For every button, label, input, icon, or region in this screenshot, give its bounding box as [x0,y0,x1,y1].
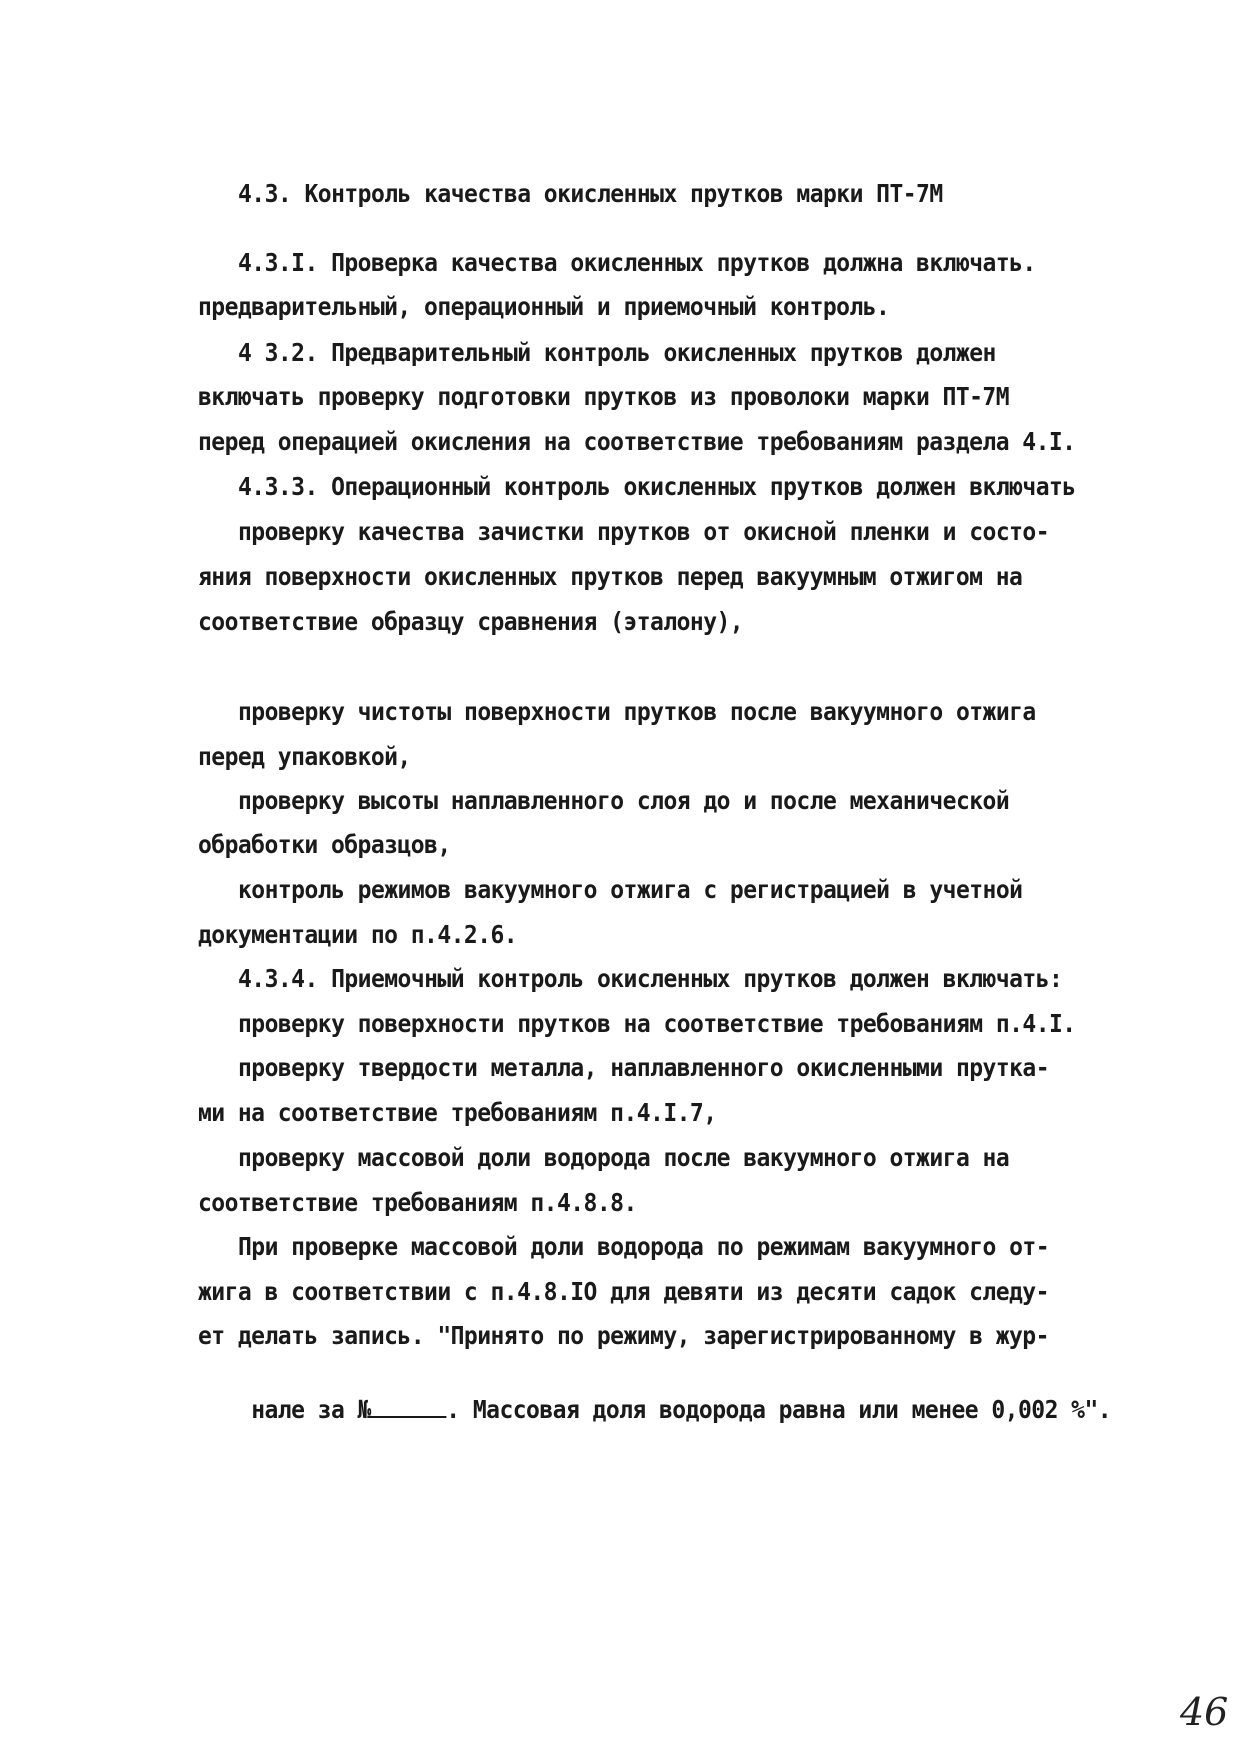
section-heading: 4.3. Контроль качества окисленных прутков марки ПТ-7М [238,179,943,208]
paragraph-4-3-2-line-2: включать проверку подготовки прутков из проволоки марки ПТ-7М [198,382,1010,411]
paragraph-4-3-3b-line-1: проверку чистоты поверхности прутков после вакуумного отжига [238,697,1036,726]
paragraph-4-3-4-line-6: соответствие требованиям п.4.8.8. [198,1188,637,1217]
paragraph-final-line-3: ет делать запись. "Принято по режиму, зарегистрированному в жур- [198,1321,1049,1350]
paragraph-4-3-2-line-1: 4 3.2. Предварительный контроль окисленных прутков должен [238,338,996,367]
hydrogen-statement-text: . Массовая доля водорода равна или менее 0,002 %". [446,1395,1112,1424]
paragraph-4-3-3c-line-2: обработки образцов, [198,830,451,859]
paragraph-4-3-4-line-2: проверку поверхности прутков на соответствие требованиям п.4.I. [238,1009,1076,1038]
paragraph-4-3-3-line-1: 4.3.3. Операционный контроль окисленных прутков должен включать [238,472,1076,501]
paragraph-final-line-1: При проверке массовой доли водорода по режимам вакуумного от- [238,1232,1050,1261]
paragraph-4-3-1-line-1: 4.3.I. Проверка качества окисленных прутков должна включать. [238,248,1036,277]
journal-reference-text: нале за № [251,1395,371,1424]
paragraph-4-3-4-line-3: проверку твердости металла, наплавленного окисленными прутка- [238,1053,1050,1082]
paragraph-final-line-4 [198,1366,1111,1453]
paragraph-4-3-3d-line-2: документации по п.4.2.6. [198,920,518,949]
journal-number-blank [371,1396,446,1418]
paragraph-4-3-4-line-4: ми на соответствие требованиям п.4.I.7, [198,1098,717,1127]
paragraph-4-3-3-line-3: яния поверхности окисленных прутков перед вакуумным отжигом на [198,562,1023,591]
paragraph-4-3-3-line-2: проверку качества зачистки прутков от окисной пленки и состо- [238,517,1050,546]
paragraph-4-3-3-line-4: соответствие образцу сравнения (эталону), [198,607,744,636]
paragraph-4-3-3c-line-1: проверку высоты наплавленного слоя до и после механической [238,786,1010,815]
paragraph-4-3-1-line-2: предварительный, операционный и приемочный контроль. [198,292,890,321]
paragraph-final-line-2: жига в соответствии с п.4.8.IO для девяти из десяти садок следу- [198,1277,1049,1306]
paragraph-4-3-3b-line-2: перед упаковкой, [198,742,411,771]
paragraph-4-3-2-line-3: перед операцией окисления на соответствие требованиям раздела 4.I. [198,427,1076,456]
paragraph-4-3-4-line-1: 4.3.4. Приемочный контроль окисленных прутков должен включать: [238,964,1063,993]
paragraph-4-3-3d-line-1: контроль режимов вакуумного отжига с регистрацией в учетной [238,875,1023,904]
paragraph-4-3-4-line-5: проверку массовой доли водорода после вакуумного отжига на [238,1143,1010,1172]
page-number: 46 [1180,1690,1229,1734]
